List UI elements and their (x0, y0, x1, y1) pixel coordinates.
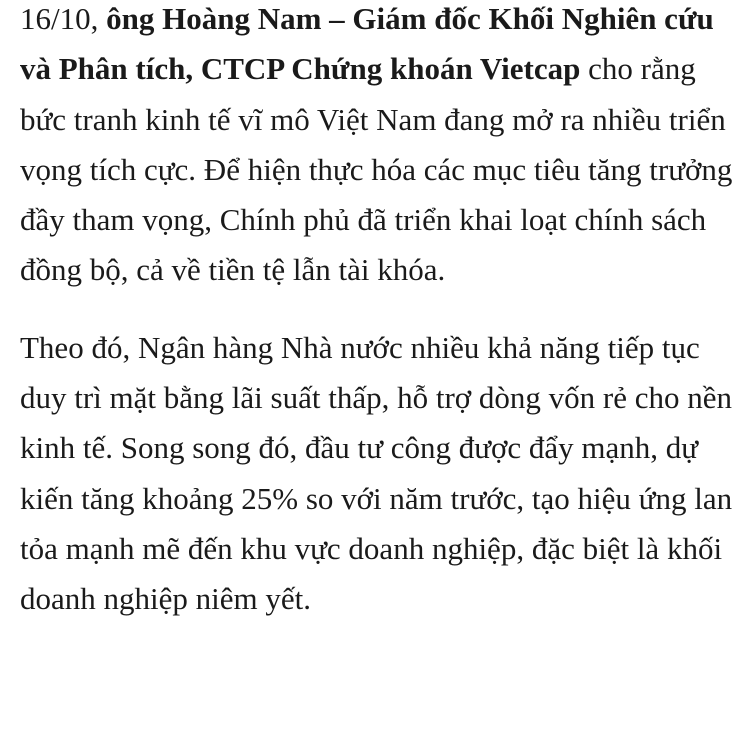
paragraph-text: cho rằng bức tranh kinh tế vĩ mô Việt Nam đang mở ra nhiều triển vọng tích cực. Để hiện thực hóa các mục tiêu tăng trưởng đầy tham vọng, Chính phủ đã triển khai loạt chính sách đồng bộ, cả về tiền tệ lẫn tài khóa. (20, 51, 733, 288)
article-paragraph (20, 0, 736, 296)
speaker-name-title: ông Hoàng Nam – Giám đốc Khối Nghiên cứu và Phân tích, CTCP Chứng khoán Vietcap (20, 1, 714, 87)
article-paragraph: Theo đó, Ngân hàng Nhà nước nhiều khả năng tiếp tục duy trì mặt bằng lãi suất thấp, hỗ trợ dòng vốn rẻ cho nền kinh tế. Song song đó, đầu tư công được đẩy mạnh, dự kiến tăng khoảng 25% so với năm trước, tạo hiệu ứng lan tỏa mạnh mẽ đến khu vực doanh nghiệp, đặc biệt là khối doanh nghiệp niêm yết. (20, 329, 733, 617)
article-body (20, 0, 736, 625)
lead-date: 16/10, (20, 1, 107, 36)
